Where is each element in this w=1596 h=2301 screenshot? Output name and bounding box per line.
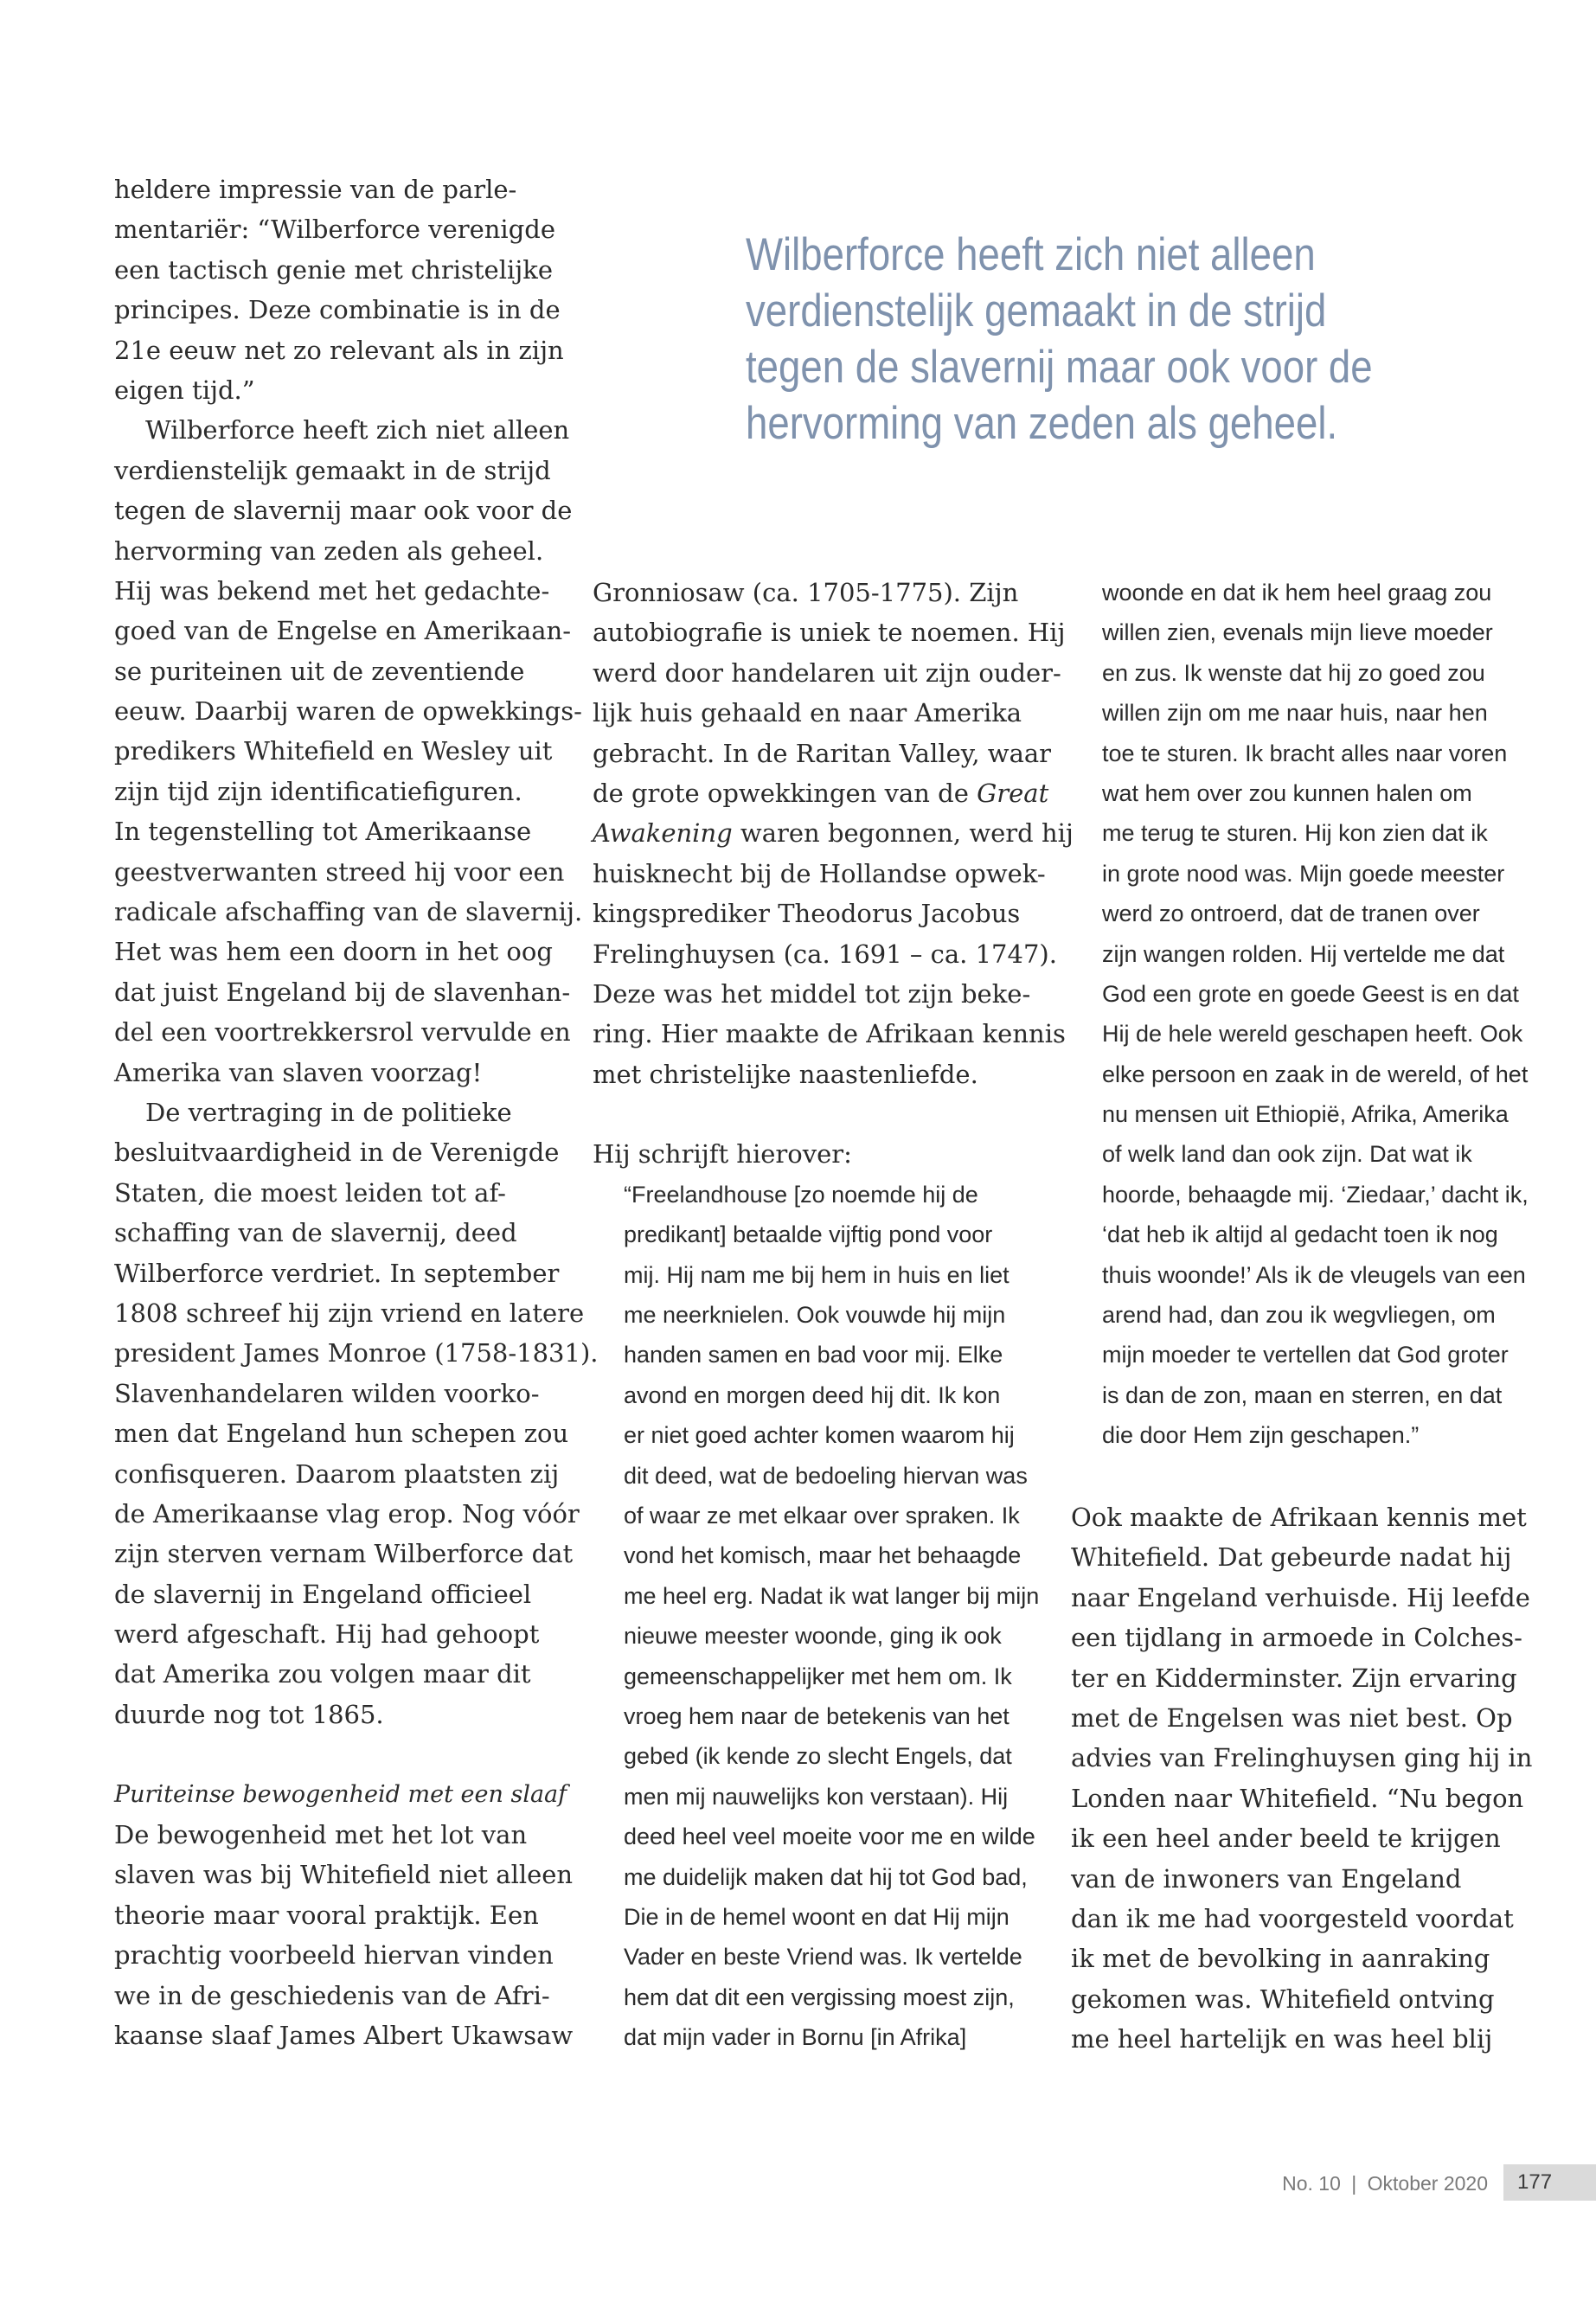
italic-term: Awakening [593,818,733,849]
quote-line: vroeg hem naar de betekenis van het [624,1702,1010,1729]
quote-line: wat hem over zou kunnen halen om [1102,779,1472,806]
text-line: Wilberforce heeft zich niet alleen [145,415,570,445]
quote-line: zijn wangen rolden. Hij vertelde me dat [1102,940,1505,967]
quote-line: dat mijn vader in Bornu [in Afrika] [624,2024,967,2051]
quote-line: God een grote en goede Geest is en dat [1102,980,1519,1007]
text-line: gekomen was. Whitefield ontving [1071,1984,1495,2014]
text-line [593,773,1074,813]
text-line: duurde nog tot 1865. [114,1699,384,1729]
text-line: Hij was bekend met het gedachte- [114,575,550,606]
text-line: heldere impressie van de parle- [114,175,517,204]
text-line: ring. Hier maakte de Afrikaan kennis [593,1019,1066,1049]
text-line [593,813,1074,853]
column-left [114,170,598,2055]
quote-line: hem dat dit een vergissing moest zijn, [624,1984,1015,2010]
quote-line: toe te sturen. Ik bracht alles naar voren [1102,740,1508,766]
spacer [593,1094,1074,1134]
quote-line: in grote nood was. Mijn goede meester [1102,860,1505,887]
text-line: In tegenstelling tot Amerikaanse [114,817,532,847]
text-line: zijn sterven vernam Wilberforce dat [114,1539,574,1569]
quote-line: Die in de hemel woont en dat Hij mijn [624,1903,1010,1930]
quote-line: en zus. Ik wenste dat hij zo goed zou [1102,659,1485,686]
quote-line: avond en morgen deed hij dit. Ik kon [624,1381,1001,1408]
text-run: waren begonnen, werd hij [732,818,1074,849]
text-line: confisqueren. Daarom plaatsten zij [114,1458,560,1489]
section-heading: Puriteinse bewogenheid met een slaaf [114,1780,567,1808]
text-line: Frelinghuysen (ca. 1691 – ca. 1747). [593,939,1057,969]
quote-line: me neerknielen. Ook vouwde hij mijn [624,1302,1006,1329]
spacer [114,1734,598,1774]
text-line: Deze was het middel tot zijn beke- [593,978,1031,1009]
text-line: met de Engelsen was niet best. Op [1071,1702,1513,1733]
quote-line: hoorde, behaagde mij. ‘Ziedaar,’ dacht ik, [1102,1181,1529,1208]
text-line: Gronniosaw (ca. 1705-1775). Zijn [593,578,1019,607]
text-line: zijn tijd zijn identificatiefiguren. [114,776,522,806]
text-line: Whitefield. Dat gebeurde nadat hij [1071,1542,1512,1573]
column-right-body [1071,1497,1532,2059]
quote-line: me heel erg. Nadat ik wat langer bij mijn [624,1582,1040,1609]
pull-quote-line: verdienstelijk gemaakt in de strijd [746,285,1327,336]
text-line: 1808 schreef hij zijn vriend en latere [114,1298,585,1328]
quote-line: gemeenschappelijker met hem om. Ik [624,1663,1012,1689]
text-line: del een voortrekkersrol vervulde en [114,1017,571,1048]
italic-term: Great [977,778,1049,808]
text-line: we in de geschiedenis van de Afri- [114,1980,550,2010]
text-line: me heel hartelijk en was heel blij [1071,2024,1493,2054]
block-quote [593,1175,1074,2058]
footer-separator: | [1351,2172,1357,2195]
text-line: Ook maakte de Afrikaan kennis met [1071,1503,1527,1532]
quote-line: nu mensen uit Ethiopië, Afrika, Amerika [1102,1101,1509,1128]
text-line: eigen tijd.” [114,375,255,405]
text-line: De bewogenheid met het lot van [114,1820,528,1850]
quote-line: willen zijn om me naar huis, naar hen [1102,700,1488,727]
text-line: ik met de bevolking in aanraking [1071,1944,1490,1974]
quote-line: dit deed, wat de bedoeling hiervan was [624,1462,1028,1489]
column-right-quote [1102,573,1529,1456]
text-line: besluitvaardigheid in de Verenigde [114,1138,560,1168]
quote-line: nieuwe meester woonde, ging ik ook [624,1623,1002,1650]
quote-line: me duidelijk maken dat hij tot God bad, [624,1863,1028,1890]
quote-line: thuis woonde!’ Als ik de vleugels van een [1102,1261,1526,1288]
text-line: Staten, die moest leiden tot af- [114,1177,506,1208]
text-line: goed van de Engelse en Amerikaan- [114,616,572,646]
quote-line: mijn moeder te vertellen dat God groter [1102,1342,1509,1368]
text-line: de Amerikaanse vlag erop. Nog vóór [114,1498,580,1529]
text-line: werd door handelaren uit zijn ouder- [593,657,1061,688]
quote-line: die door Hem zijn geschapen.” [1102,1422,1420,1449]
issue-date: Oktober 2020 [1367,2172,1488,2195]
text-line: dat Amerika zou volgen maar dit [114,1659,531,1689]
issue-number: No. 10 [1282,2172,1341,2195]
quote-line: Vader en beste Vriend was. Ik vertelde [624,1944,1022,1971]
pull-quote [746,227,1373,452]
text-line: theorie maar vooral praktijk. Een [114,1900,539,1930]
text-line: Wilberforce verdriet. In september [114,1258,560,1288]
quote-intro: Hij schrijft hierover: [593,1139,852,1170]
quote-line: willen zien, evenals mijn lieve moeder [1102,619,1493,646]
text-line: ik een heel ander beeld te krijgen [1071,1823,1501,1854]
quote-line: men mij nauwelijks kon verstaan). Hij [624,1783,1009,1810]
text-line: Londen naar Whitefield. “Nu begon [1071,1783,1524,1813]
quote-line: gebed (ik kende zo slecht Engels, dat [624,1743,1012,1770]
text-line: schaffing van de slavernij, deed [114,1218,517,1248]
text-line: autobiografie is uniek te noemen. Hij [593,618,1066,648]
text-line: gebracht. In de Raritan Valley, waar [593,738,1052,768]
page-number: 177 [1503,2164,1596,2201]
column-middle [593,573,1074,2057]
text-line: se puriteinen uit de zeventiende [114,656,525,686]
text-line: geestverwanten streed hij voor een [114,856,565,887]
text-line: kingsprediker Theodorus Jacobus [593,899,1021,929]
text-line: prachtig voorbeeld hiervan vinden [114,1940,554,1971]
quote-line: “Freelandhouse [zo noemde hij de [624,1181,978,1208]
footer-issue-info [1280,2166,1488,2201]
quote-line: woonde en dat ik hem heel graag zou [1102,580,1492,606]
quote-line: mij. Hij nam me bij hem in huis en liet [624,1261,1010,1288]
text-line: ter en Kidderminster. Zijn ervaring [1071,1663,1517,1693]
text-line: de slavernij in Engeland officieel [114,1579,532,1609]
text-line: lijk huis gehaald en naar Amerika [593,698,1022,728]
text-line: 21e eeuw net zo relevant als in zijn [114,335,564,365]
text-line: president James Monroe (1758-1831). [114,1338,599,1368]
text-line: dan ik me had voorgesteld voordat [1071,1903,1514,1933]
text-line: met christelijke naastenliefde. [593,1059,978,1089]
pull-quote-line: hervorming van zeden als geheel. [746,398,1338,449]
text-line: Het was hem een doorn in het oog [114,937,553,967]
text-line: Amerika van slaven voorzag! [114,1057,483,1087]
text-line: mentariër: “Wilberforce verenigde [114,215,555,245]
text-line: principes. Deze combinatie is in de [114,295,561,325]
text-line: naar Engeland verhuisde. Hij leefde [1071,1582,1530,1612]
text-line: dat juist Engeland bij de slavenhan- [114,977,571,1007]
text-line: hervorming van zeden als geheel. [114,535,544,566]
quote-line: Hij de hele wereld geschapen heeft. Ook [1102,1021,1523,1048]
text-line: een tijdlang in armoede in Colches- [1071,1623,1522,1653]
text-line: advies van Frelinghuysen ging hij in [1071,1743,1533,1773]
quote-line: handen samen en bad voor mij. Elke [624,1342,1003,1368]
text-line: een tactisch genie met christelijke [114,254,553,285]
quote-line: is dan de zon, maan en sterren, en dat [1102,1381,1503,1408]
text-line: tegen de slavernij maar ook voor de [114,496,573,526]
text-line: van de inwoners van Engeland [1071,1863,1462,1894]
text-line: eeuw. Daarbij waren de opwekkings- [114,696,582,727]
text-line: kaanse slaaf James Albert Ukawsaw [114,2020,574,2050]
text-line: Slavenhandelaren wilden voorko- [114,1378,540,1408]
quote-line: arend had, dan zou ik wegvliegen, om [1102,1302,1496,1329]
quote-line: of welk land dan ook zijn. Dat wat ik [1102,1141,1472,1168]
quote-line: werd zo ontroerd, dat de tranen over [1102,901,1480,927]
text-line: slaven was bij Whitefield niet alleen [114,1860,574,1890]
text-line: verdienstelijk gemaakt in de strijd [114,455,551,485]
quote-line: elke persoon en zaak in de wereld, of het [1102,1061,1529,1087]
text-line: werd afgeschaft. Hij had gehoopt [114,1619,540,1650]
pull-quote-line: Wilberforce heeft zich niet alleen [746,229,1316,280]
text-line: predikers Whitefield en Wesley uit [114,736,553,766]
text-run: de grote opwekkingen van de [593,778,977,808]
text-line: men dat Engeland hun schepen zou [114,1419,569,1449]
text-line: huisknecht bij de Hollandse opwek- [593,858,1046,888]
pull-quote-line: tegen de slavernij maar ook voor de [746,342,1373,393]
text-line: De vertraging in de politieke [145,1097,512,1127]
quote-line: of waar ze met elkaar over spraken. Ik [624,1502,1020,1529]
quote-line: er niet goed achter komen waarom hij [624,1422,1015,1449]
quote-line: deed heel veel moeite voor me en wilde [624,1823,1035,1850]
quote-line: predikant] betaalde vijftig pond voor [624,1221,993,1248]
quote-line: vond het komisch, maar het behaagde [624,1542,1022,1569]
quote-line: me terug te sturen. Hij kon zien dat ik [1102,820,1488,847]
text-line: radicale afschaffing van de slavernij. [114,897,583,927]
quote-line: ‘dat heb ik altijd al gedacht toen ik nog [1102,1221,1498,1248]
